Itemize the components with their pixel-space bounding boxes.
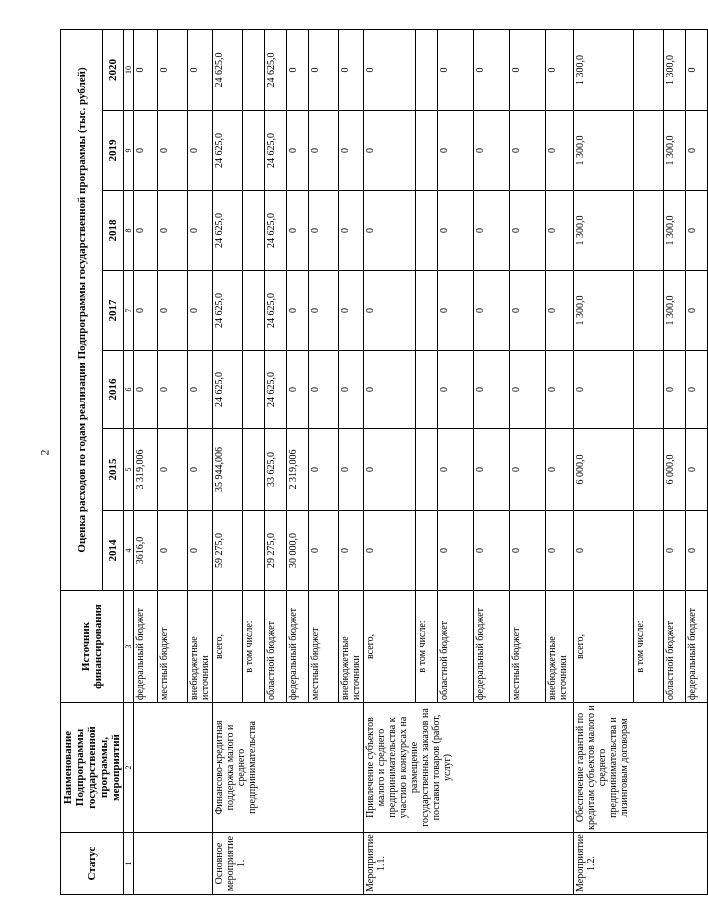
table-row — [364, 29, 416, 894]
value-cell: 0 — [686, 511, 708, 591]
value-cell: 0 — [339, 429, 364, 511]
source-cell: местный бюджет — [510, 591, 546, 703]
header-year: 2018 — [103, 191, 124, 271]
value-cell: 0 — [438, 111, 474, 191]
value-cell: 0 — [686, 111, 708, 191]
header-status: Статус — [61, 833, 124, 895]
value-cell: 0 — [438, 351, 474, 429]
source-cell: федеральный бюджет — [474, 591, 510, 703]
value-cell — [243, 29, 265, 110]
value-cell: 1 300,0 — [574, 271, 634, 351]
value-cell — [634, 351, 664, 429]
value-cell: 0 — [158, 271, 188, 351]
value-cell: 0 — [134, 29, 158, 110]
value-cell: 0 — [546, 271, 574, 351]
page-number: 2 — [37, 449, 52, 456]
value-cell: 1 300,0 — [664, 191, 686, 271]
value-cell: 1 300,0 — [574, 111, 634, 191]
source-cell: всего, — [574, 591, 634, 703]
value-cell: 0 — [158, 351, 188, 429]
value-cell — [416, 429, 438, 511]
value-cell: 35 944,006 — [213, 429, 243, 511]
value-cell — [243, 351, 265, 429]
source-cell: федеральный бюджет — [287, 591, 309, 703]
source-cell: внебюджетные источники — [188, 591, 213, 703]
value-cell — [416, 511, 438, 591]
value-cell: 0 — [686, 351, 708, 429]
value-cell: 0 — [546, 191, 574, 271]
value-cell: 0 — [364, 351, 416, 429]
value-cell: 0 — [510, 271, 546, 351]
value-cell: 6 000,0 — [664, 429, 686, 511]
source-cell: областной бюджет — [438, 591, 474, 703]
source-cell: в том числе: — [416, 591, 438, 703]
column-number: 1 — [124, 833, 134, 895]
value-cell: 24 625,0 — [265, 111, 287, 191]
value-cell: 0 — [664, 511, 686, 591]
value-cell: 1 300,0 — [574, 29, 634, 110]
value-cell: 0 — [510, 111, 546, 191]
value-cell — [634, 191, 664, 271]
value-cell: 0 — [158, 429, 188, 511]
value-cell: 0 — [474, 111, 510, 191]
value-cell: 24 625,0 — [213, 351, 243, 429]
value-cell: 0 — [134, 111, 158, 191]
value-cell — [243, 271, 265, 351]
name-cell: Финансово-кредитная поддержка малого и среднего предпринимательства — [213, 703, 364, 833]
value-cell: 0 — [438, 429, 474, 511]
value-cell: 0 — [339, 351, 364, 429]
value-cell — [634, 111, 664, 191]
value-cell: 0 — [686, 429, 708, 511]
table-row — [213, 29, 243, 894]
value-cell: 0 — [438, 29, 474, 110]
value-cell: 0 — [510, 351, 546, 429]
value-cell: 24 625,0 — [213, 29, 243, 110]
value-cell: 0 — [664, 351, 686, 429]
budget-table — [60, 29, 708, 895]
column-number: 6 — [124, 351, 134, 429]
value-cell: 0 — [474, 351, 510, 429]
name-cell: Привлечение субъектов малого и среднего предпринимательства к участию в конкурсах на размещение государственных заказов на поставки товаров (работ, услуг) — [364, 703, 574, 833]
value-cell: 3 319,006 — [134, 429, 158, 511]
column-number: 8 — [124, 191, 134, 271]
value-cell: 0 — [364, 29, 416, 110]
value-cell: 0 — [438, 511, 474, 591]
source-cell: в том числе: — [634, 591, 664, 703]
value-cell — [416, 351, 438, 429]
source-cell: внебюджетные источники — [546, 591, 574, 703]
source-cell: местный бюджет — [158, 591, 188, 703]
value-cell: 59 275,0 — [213, 511, 243, 591]
value-cell: 24 625,0 — [213, 271, 243, 351]
value-cell: 0 — [510, 429, 546, 511]
value-cell: 33 625,0 — [265, 429, 287, 511]
value-cell: 0 — [474, 511, 510, 591]
value-cell: 29 275,0 — [265, 511, 287, 591]
value-cell: 0 — [339, 29, 364, 110]
value-cell — [416, 271, 438, 351]
value-cell: 0 — [287, 351, 309, 429]
header-source: Источник финансирования — [61, 591, 124, 703]
value-cell: 0 — [686, 191, 708, 271]
value-cell: 0 — [188, 29, 213, 110]
value-cell: 0 — [309, 429, 339, 511]
source-cell: областной бюджет — [664, 591, 686, 703]
value-cell: 0 — [287, 191, 309, 271]
header-year: 2017 — [103, 271, 124, 351]
value-cell: 0 — [574, 511, 634, 591]
value-cell: 30 000,0 — [287, 511, 309, 591]
value-cell: 0 — [188, 271, 213, 351]
source-cell: в том числе: — [243, 591, 265, 703]
value-cell — [416, 191, 438, 271]
source-cell: всего, — [364, 591, 416, 703]
value-cell: 0 — [686, 271, 708, 351]
value-cell — [243, 111, 265, 191]
value-cell: 0 — [188, 351, 213, 429]
value-cell: 0 — [364, 271, 416, 351]
header-year: 2019 — [103, 111, 124, 191]
source-cell: местный бюджет — [309, 591, 339, 703]
value-cell: 0 — [474, 429, 510, 511]
source-cell: федеральный бюджет — [686, 591, 708, 703]
status-cell: Мероприятие 1.2. — [574, 833, 708, 895]
value-cell: 0 — [309, 351, 339, 429]
value-cell: 24 625,0 — [265, 351, 287, 429]
value-cell — [634, 429, 664, 511]
value-cell: 6 000,0 — [574, 429, 634, 511]
value-cell: 24 625,0 — [213, 191, 243, 271]
value-cell: 0 — [158, 111, 188, 191]
value-cell: 2 319,006 — [287, 429, 309, 511]
value-cell: 0 — [546, 111, 574, 191]
value-cell: 0 — [309, 191, 339, 271]
value-cell: 1 300,0 — [574, 191, 634, 271]
header-name: Наименование Подпрограммы государственной программы, мероприятий — [61, 703, 124, 833]
column-number: 10 — [124, 29, 134, 110]
header-year: 2015 — [103, 429, 124, 511]
value-cell: 0 — [686, 29, 708, 110]
value-cell: 0 — [339, 191, 364, 271]
value-cell: 0 — [546, 351, 574, 429]
header-estimate: Оценка расходов по годам реализации Подпрограммы государственной программы (тыс. рублей) — [61, 29, 103, 590]
value-cell: 0 — [364, 511, 416, 591]
value-cell: 0 — [287, 111, 309, 191]
value-cell — [416, 111, 438, 191]
value-cell: 0 — [158, 29, 188, 110]
value-cell — [243, 429, 265, 511]
value-cell: 0 — [546, 511, 574, 591]
value-cell: 1 300,0 — [664, 111, 686, 191]
value-cell: 0 — [309, 271, 339, 351]
value-cell: 0 — [364, 111, 416, 191]
table-row — [134, 29, 158, 894]
value-cell: 0 — [339, 271, 364, 351]
rotated-table-container — [60, 30, 698, 895]
value-cell — [243, 511, 265, 591]
name-cell: Обеспечение гарантий по кредитам субъектов малого и среднего предпринимательства и лизинговым договорам — [574, 703, 708, 833]
source-cell: областной бюджет — [265, 591, 287, 703]
status-cell: Основное мероприятие 1. — [213, 833, 364, 895]
value-cell: 0 — [474, 29, 510, 110]
value-cell: 0 — [309, 111, 339, 191]
column-number: 9 — [124, 111, 134, 191]
value-cell: 0 — [546, 429, 574, 511]
column-number: 4 — [124, 511, 134, 591]
value-cell: 0 — [188, 429, 213, 511]
value-cell: 24 625,0 — [213, 111, 243, 191]
value-cell: 24 625,0 — [265, 271, 287, 351]
value-cell: 0 — [188, 111, 213, 191]
source-cell: всего, — [213, 591, 243, 703]
header-year: 2020 — [103, 29, 124, 110]
value-cell: 0 — [510, 511, 546, 591]
value-cell: 24 625,0 — [265, 191, 287, 271]
value-cell: 0 — [474, 191, 510, 271]
header-year: 2016 — [103, 351, 124, 429]
value-cell: 0 — [158, 511, 188, 591]
value-cell: 0 — [364, 191, 416, 271]
value-cell: 3616,0 — [134, 511, 158, 591]
value-cell: 0 — [309, 29, 339, 110]
value-cell: 0 — [339, 511, 364, 591]
table-row — [574, 29, 634, 894]
column-number: 5 — [124, 429, 134, 511]
value-cell: 0 — [134, 271, 158, 351]
value-cell — [634, 29, 664, 110]
column-number: 3 — [124, 591, 134, 703]
value-cell: 0 — [309, 511, 339, 591]
column-number: 7 — [124, 271, 134, 351]
value-cell: 0 — [339, 111, 364, 191]
value-cell: 1 300,0 — [664, 271, 686, 351]
value-cell: 0 — [438, 191, 474, 271]
name-cell — [134, 703, 213, 833]
value-cell: 0 — [574, 351, 634, 429]
column-number: 2 — [124, 703, 134, 833]
value-cell: 0 — [134, 351, 158, 429]
status-cell — [134, 833, 213, 895]
value-cell: 1 300,0 — [664, 29, 686, 110]
source-cell: внебюджетные источники — [339, 591, 364, 703]
value-cell: 0 — [546, 29, 574, 110]
value-cell: 0 — [438, 271, 474, 351]
value-cell: 0 — [287, 271, 309, 351]
status-cell: Мероприятие 1.1. — [364, 833, 574, 895]
header-year: 2014 — [103, 511, 124, 591]
source-cell: федеральный бюджет — [134, 591, 158, 703]
value-cell — [243, 191, 265, 271]
value-cell — [634, 511, 664, 591]
value-cell: 0 — [287, 29, 309, 110]
value-cell: 0 — [188, 191, 213, 271]
value-cell: 24 625,0 — [265, 29, 287, 110]
value-cell: 0 — [474, 271, 510, 351]
value-cell: 0 — [510, 29, 546, 110]
value-cell — [634, 271, 664, 351]
value-cell: 0 — [364, 429, 416, 511]
value-cell: 0 — [188, 511, 213, 591]
value-cell: 0 — [134, 191, 158, 271]
value-cell: 0 — [510, 191, 546, 271]
value-cell — [416, 29, 438, 110]
value-cell: 0 — [158, 191, 188, 271]
